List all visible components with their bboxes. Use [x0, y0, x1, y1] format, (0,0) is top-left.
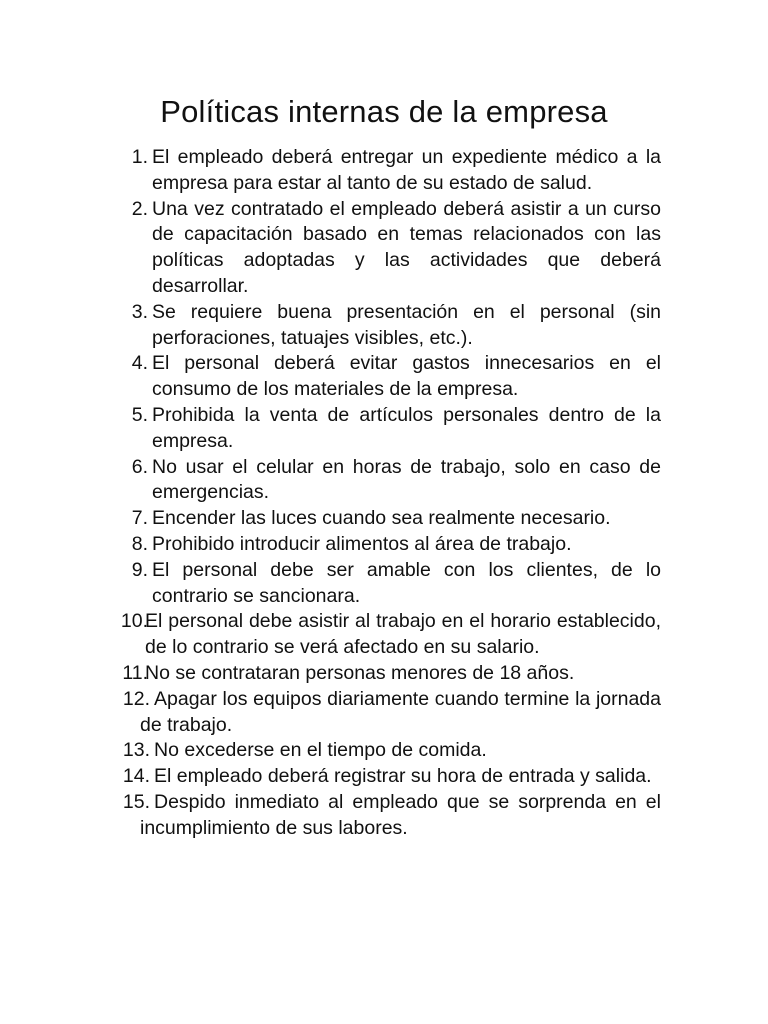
list-item	[0, 403, 768, 455]
item-number: 10.	[120, 610, 148, 633]
item-number: 15.	[122, 790, 150, 813]
list-item	[0, 764, 768, 790]
item-text: No usar el celular en horas de trabajo, solo en caso de emergencias.	[152, 455, 661, 504]
item-number: 7.	[131, 507, 148, 530]
item-number: 6.	[131, 455, 148, 478]
list-item	[0, 300, 768, 352]
item-number: 2.	[131, 197, 148, 220]
item-text: Despido inmediato al empleado que se sorprenda en el incumplimiento de sus labores.	[140, 790, 661, 839]
list-item	[0, 738, 768, 764]
item-text: El personal deberá evitar gastos innecesarios en el consumo de los materiales de la empresa.	[152, 352, 661, 401]
list-item	[0, 558, 768, 610]
item-number: 3.	[131, 300, 148, 323]
list-item	[0, 506, 768, 532]
item-text: Prohibido introducir alimentos al área de trabajo.	[152, 532, 572, 555]
item-number: 12.	[122, 687, 150, 710]
document-title: Políticas internas de la empresa	[160, 94, 608, 129]
item-text: Encender las luces cuando sea realmente necesario.	[152, 507, 611, 530]
list-item	[0, 532, 768, 558]
policy-list	[0, 145, 768, 842]
list-item	[0, 351, 768, 403]
item-text: El personal debe ser amable con los clientes, de lo contrario se sancionara.	[152, 558, 661, 607]
item-text: Prohibida la venta de artículos personales dentro de la empresa.	[152, 403, 661, 452]
item-number: 4.	[131, 352, 148, 375]
list-item	[0, 687, 768, 739]
item-number: 13.	[122, 739, 150, 762]
item-number: 5.	[131, 403, 148, 426]
list-item	[0, 197, 768, 300]
item-text: Una vez contratado el empleado deberá asistir a un curso de capacitación basado en temas relacionados con las políticas adoptadas y las actividades que deberá desarrollar.	[152, 197, 661, 297]
item-number: 9.	[131, 558, 148, 581]
item-text: Se requiere buena presentación en el personal (sin perforaciones, tatuajes visibles, etc.).	[152, 300, 661, 349]
list-item	[0, 661, 768, 687]
list-item	[0, 455, 768, 507]
item-number: 11.	[122, 661, 148, 684]
list-item	[0, 145, 768, 197]
item-text: El empleado deberá registrar su hora de entrada y salida.	[154, 765, 652, 788]
item-number: 8.	[131, 532, 148, 555]
item-text: Apagar los equipos diariamente cuando termine la jornada de trabajo.	[140, 687, 661, 736]
item-text: El personal debe asistir al trabajo en el horario establecido, de lo contrario se verá afectado en su salario.	[145, 610, 661, 659]
item-number: 1.	[131, 146, 148, 168]
item-text: No se contrataran personas menores de 18 años.	[145, 661, 575, 684]
list-item	[0, 609, 768, 661]
list-item	[0, 790, 768, 842]
item-text: El empleado deberá entregar un expediente médico a la empresa para estar al tanto de su estado de salud.	[152, 146, 661, 194]
item-number: 14.	[122, 765, 150, 788]
item-text: No excederse en el tiempo de comida.	[154, 739, 487, 762]
